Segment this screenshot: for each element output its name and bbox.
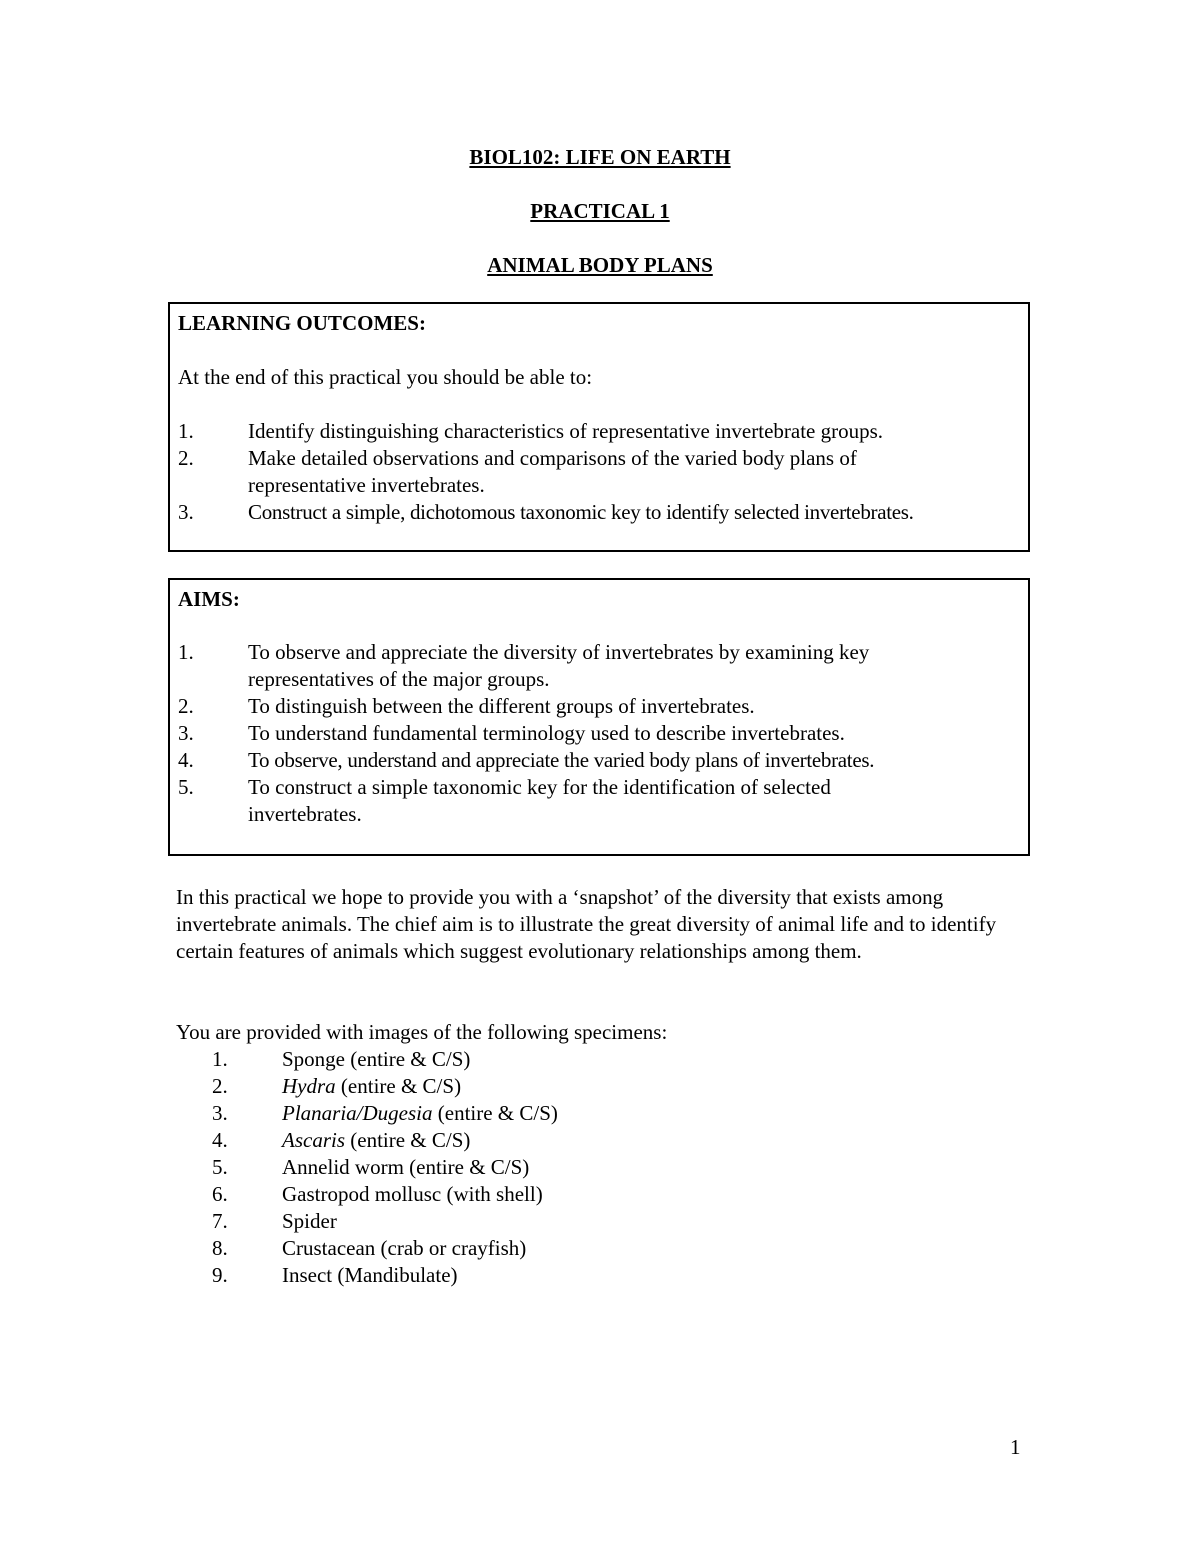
list-item-number: 5. (178, 775, 194, 799)
aims-list (178, 639, 1022, 828)
specimen-genus: Planaria/Dugesia (282, 1101, 433, 1125)
list-item-number: 1. (178, 640, 194, 664)
specimen-text: (entire & C/S) (335, 1074, 462, 1098)
list-item-text: Identify distinguishing characteristics of representative invertebrate groups. (248, 419, 884, 443)
specimen-genus: Hydra (282, 1074, 336, 1098)
list-item-text: To observe and appreciate the diversity of invertebrates by examining key representatives of the major groups. (248, 640, 870, 691)
list-item (178, 720, 1022, 747)
list-item-number: 2. (178, 446, 194, 470)
list-item-text: To observe, understand and appreciate the varied body plans of invertebrates. (248, 748, 875, 772)
list-item-text: To construct a simple taxonomic key for the identification of selected invertebrates. (248, 775, 831, 826)
learning-outcomes-box (168, 302, 1030, 552)
list-item-text: Construct a simple, dichotomous taxonomic key to identify selected invertebrates. (248, 500, 914, 524)
specimen-text: (entire & C/S) (345, 1128, 471, 1152)
list-item-number: 2. (178, 694, 194, 718)
specimen-text: Crustacean (crab or crayfish) (282, 1236, 527, 1260)
learning-outcomes-list (178, 418, 1022, 526)
list-item (178, 499, 1022, 526)
list-item-number: 3. (178, 721, 194, 745)
specimen-number: 1. (212, 1047, 228, 1071)
specimens-intro: You are provided with images of the following specimens: (176, 1020, 668, 1044)
specimen-item (176, 1154, 776, 1181)
specimen-number: 8. (212, 1236, 228, 1260)
specimen-text: Spider (282, 1209, 337, 1233)
specimen-item (176, 1181, 776, 1208)
specimen-genus: Ascaris (282, 1128, 345, 1152)
specimen-item (176, 1127, 776, 1154)
specimen-item (176, 1262, 776, 1289)
specimen-list (176, 1046, 776, 1289)
list-item (178, 747, 1022, 774)
specimen-text: Sponge (entire & C/S) (282, 1047, 471, 1071)
list-item-text: Make detailed observations and comparisons of the varied body plans of representative invertebrates. (248, 446, 857, 497)
specimen-number: 5. (212, 1155, 228, 1179)
list-item (178, 774, 1022, 828)
specimen-number: 7. (212, 1209, 228, 1233)
specimen-item (176, 1073, 776, 1100)
aims-box (168, 578, 1030, 856)
list-item-text: To understand fundamental terminology used to describe invertebrates. (248, 721, 845, 745)
specimen-number: 9. (212, 1263, 228, 1287)
specimen-item (176, 1046, 776, 1073)
specimen-item (176, 1100, 776, 1127)
list-item (178, 639, 1022, 693)
learning-outcomes-title: LEARNING OUTCOMES: (178, 311, 426, 335)
list-item-number: 1. (178, 419, 194, 443)
practical-title: PRACTICAL 1 (530, 199, 670, 223)
specimen-text: Insect (Mandibulate) (282, 1263, 458, 1287)
specimen-number: 3. (212, 1101, 228, 1125)
specimen-text: Annelid worm (entire & C/S) (282, 1155, 530, 1179)
learning-outcomes-intro: At the end of this practical you should be able to: (178, 365, 593, 389)
topic-title: ANIMAL BODY PLANS (487, 253, 713, 277)
list-item-number: 3. (178, 500, 194, 524)
course-title: BIOL102: LIFE ON EARTH (469, 145, 731, 169)
specimen-number: 2. (212, 1074, 228, 1098)
specimen-text: Gastropod mollusc (with shell) (282, 1182, 543, 1206)
specimen-number: 6. (212, 1182, 228, 1206)
list-item (178, 445, 1022, 499)
list-item-number: 4. (178, 748, 194, 772)
specimen-item (176, 1208, 776, 1235)
aims-title: AIMS: (178, 587, 240, 611)
page-number: 1 (1010, 1435, 1021, 1459)
list-item-text: To distinguish between the different groups of invertebrates. (248, 694, 755, 718)
intro-paragraph: In this practical we hope to provide you with a ‘snapshot’ of the diversity that exists among invertebrate animals. The chief aim is to illustrate the great diversity of animal life and to identify certain features of animals which suggest evolutionary relationships among them. (176, 885, 997, 963)
specimen-text: (entire & C/S) (432, 1101, 558, 1125)
list-item (178, 693, 1022, 720)
specimen-number: 4. (212, 1128, 228, 1152)
list-item (178, 418, 1022, 445)
specimen-item (176, 1235, 776, 1262)
